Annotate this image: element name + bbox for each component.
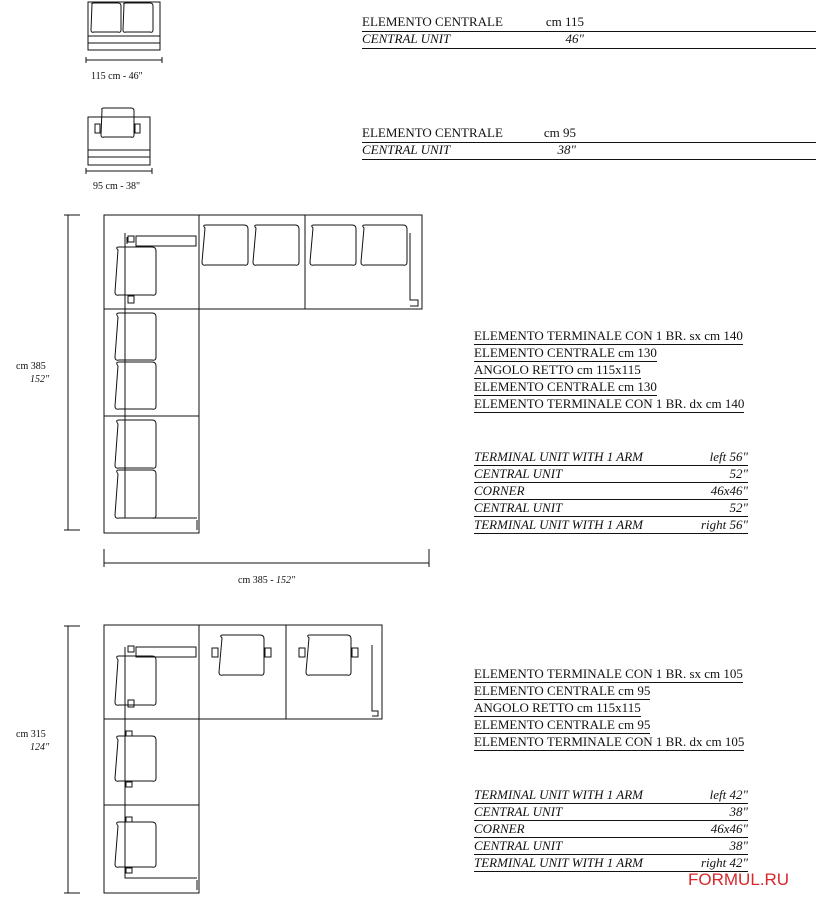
- unit-115-title-it: ELEMENTO CENTRALE: [362, 14, 503, 29]
- unit-115-title-en: CENTRAL UNIT: [362, 31, 451, 46]
- config1-en-label: CENTRAL UNIT: [474, 500, 563, 515]
- config-315-drawing: [64, 625, 382, 893]
- unit-115-caption: 115 cm - 46": [91, 71, 143, 82]
- config1-it-line: ANGOLO RETTO cm 115x115: [474, 362, 641, 377]
- config1-it-line: ELEMENTO TERMINALE CON 1 BR. dx cm 140: [474, 396, 745, 411]
- config1-it-line: ELEMENTO TERMINALE CON 1 BR. sx cm 140: [474, 328, 743, 343]
- unit-95-size-in: 38": [557, 142, 576, 157]
- unit-115-rule-bottom: [362, 48, 816, 49]
- config2-en-value: 38": [729, 838, 748, 853]
- config2-en-label: CORNER: [474, 821, 525, 836]
- config2-en-value: 38": [729, 804, 748, 819]
- config2-en-line: [474, 787, 748, 804]
- config1-it-line: ELEMENTO CENTRALE cm 130: [474, 379, 657, 394]
- config2-it-line: ANGOLO RETTO cm 115x115: [474, 700, 641, 715]
- unit-95-title-it: ELEMENTO CENTRALE: [362, 125, 503, 140]
- config1-width-cm: cm 385 -: [238, 575, 277, 586]
- config2-it-line: ELEMENTO CENTRALE cm 95: [474, 717, 651, 732]
- config1-en-line: [474, 517, 748, 534]
- config2-en-line: [474, 838, 748, 855]
- unit-115-size-in: 46": [565, 31, 584, 46]
- config2-en-line: [474, 821, 748, 838]
- config1-en-value: 46x46": [710, 483, 748, 498]
- config1-en-label: TERMINAL UNIT WITH 1 ARM: [474, 449, 644, 464]
- config1-en-line: [474, 466, 748, 483]
- config1-width-label: [238, 573, 295, 588]
- config2-en-label: CENTRAL UNIT: [474, 804, 563, 819]
- config2-it-line: ELEMENTO TERMINALE CON 1 BR. dx cm 105: [474, 734, 745, 749]
- config1-height-in: 152": [30, 374, 50, 385]
- config1-en-line: [474, 500, 748, 517]
- unit-95-caption: 95 cm - 38": [93, 181, 141, 192]
- config1-en-value: 52": [729, 466, 748, 481]
- config2-height-in: 124": [30, 742, 50, 753]
- config2-en-line: [474, 804, 748, 821]
- config2-en-value: 46x46": [710, 821, 748, 836]
- config2-en-label: TERMINAL UNIT WITH 1 ARM: [474, 855, 644, 870]
- config1-width-in: 152": [276, 575, 296, 586]
- config1-en-value: 52": [729, 500, 748, 515]
- unit-95-rule-bottom: [362, 159, 816, 160]
- config2-en-value: left 42": [709, 787, 748, 802]
- config1-en-value: right 56": [701, 517, 748, 532]
- config1-en-label: CORNER: [474, 483, 525, 498]
- config2-en-label: CENTRAL UNIT: [474, 838, 563, 853]
- watermark: FORMUL.RU: [688, 870, 790, 889]
- config1-en-label: TERMINAL UNIT WITH 1 ARM: [474, 517, 644, 532]
- unit-95-drawing: [86, 108, 152, 174]
- unit-115-size-cm: cm 115: [545, 14, 584, 29]
- config2-en-value: right 42": [701, 855, 748, 870]
- config1-en-line: [474, 483, 748, 500]
- config1-en-line: [474, 449, 748, 466]
- config2-it-line: ELEMENTO CENTRALE cm 95: [474, 683, 651, 698]
- config2-height-cm: cm 315: [16, 729, 46, 740]
- config1-height-cm: cm 385: [16, 361, 46, 372]
- unit-95-size-cm: cm 95: [543, 125, 576, 140]
- config1-en-value: left 56": [709, 449, 748, 464]
- config2-it-line: ELEMENTO TERMINALE CON 1 BR. sx cm 105: [474, 666, 743, 681]
- config1-it-line: ELEMENTO CENTRALE cm 130: [474, 345, 657, 360]
- unit-115-drawing: [86, 2, 162, 63]
- config1-en-label: CENTRAL UNIT: [474, 466, 563, 481]
- config-385-drawing: [64, 215, 429, 567]
- config2-en-label: TERMINAL UNIT WITH 1 ARM: [474, 787, 644, 802]
- unit-95-title-en: CENTRAL UNIT: [362, 142, 451, 157]
